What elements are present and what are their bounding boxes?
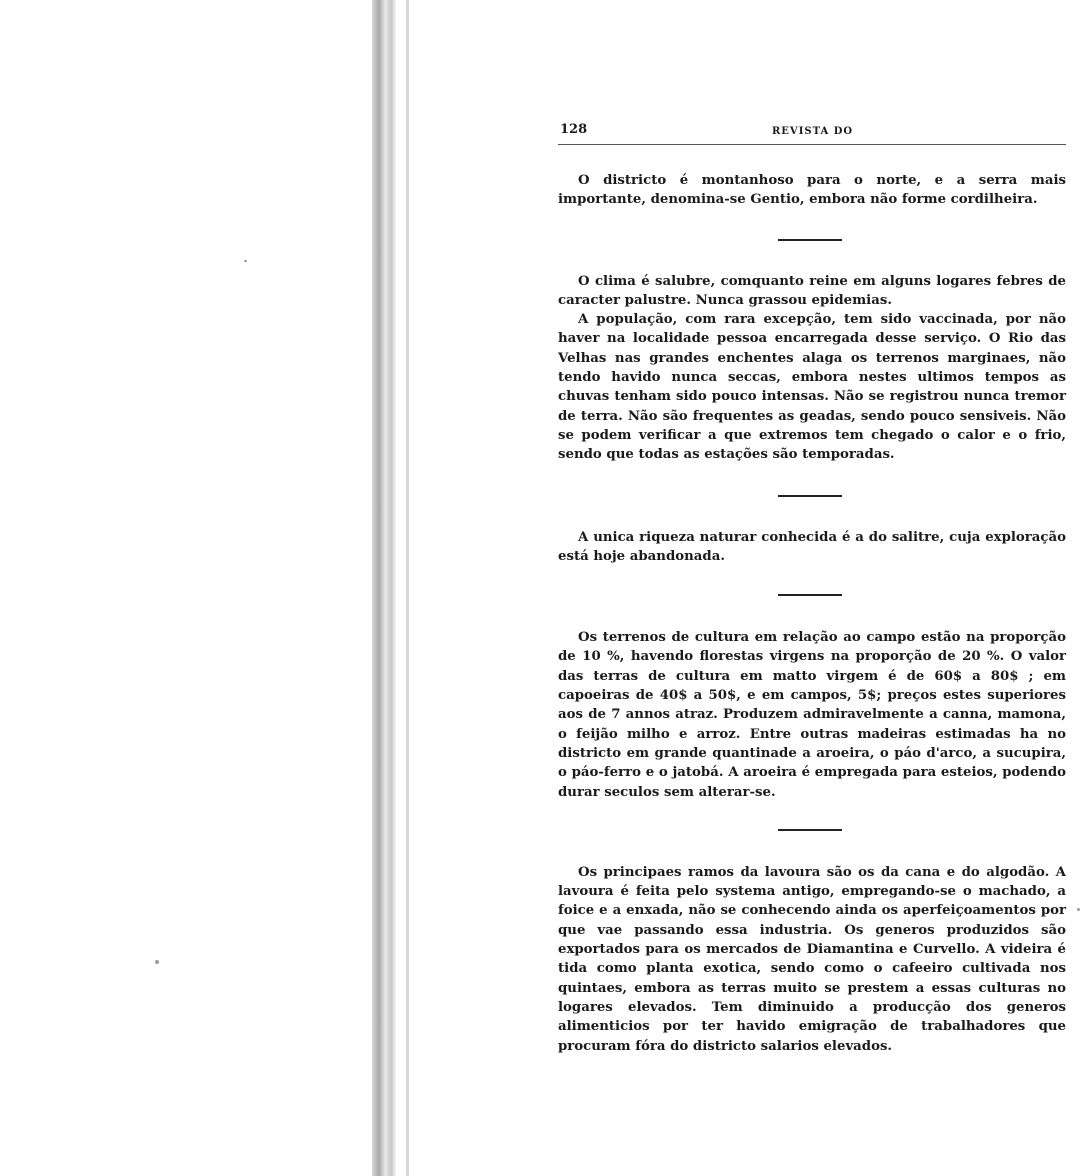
section-divider: [778, 594, 842, 596]
section-divider: [778, 239, 842, 241]
section-divider: [778, 829, 842, 831]
book-gutter: [372, 0, 396, 1176]
paragraph: A unica riqueza naturar conhecida é a do salitre, cuja exploração está hoje abandonada.: [558, 529, 1066, 564]
book-page: [558, 118, 1066, 1056]
section-relief: [558, 171, 1066, 210]
scan-speck: [1077, 908, 1080, 911]
section-agriculture: [558, 863, 1066, 1056]
section-divider: [778, 495, 842, 497]
scan-speck: [244, 260, 247, 262]
section-land: [558, 628, 1066, 802]
paragraph: A população, com rara excepção, tem sido vaccinada, por não haver na localidade pessoa encarregada desse serviço. O Rio das Velhas nas grandes enchentes alaga os terrenos marginaes, não tendo havido nunca seccas, embora nestes ultimos tempos as chuvas tenham sido pouco intensas. Não se registrou nunca tremor de terra. Não são frequentes as geadas, sendo pouco sensiveis. Não se podem verificar a que extremos tem chegado o calor e o frio, sendo que todas as estações são temporadas.: [558, 312, 1066, 463]
section-natural-wealth: [558, 528, 1066, 567]
page-header: [558, 118, 1066, 145]
running-head: REVISTA DO: [772, 126, 854, 137]
paragraph: O districto é montanhoso para o norte, e a serra mais importante, denomina-se Gentio, embora não forme cordilheira.: [558, 173, 1066, 208]
page-number: 128: [560, 122, 588, 137]
page-edge: [406, 0, 409, 1176]
section-climate: [558, 272, 1066, 465]
paragraph: Os principaes ramos da lavoura são os da cana e do algodão. A lavoura é feita pelo systema antigo, empregando-se o machado, a foice e a enxada, não se conhecendo ainda os aperfeiçoamentos por que vae passando essa industria. Os generos produzidos são exportados para os mercados de Diamantina e Curvello. A videira é tida como planta exotica, sendo como o cafeeiro cultivada nos quintaes, embora as terras muito se prestem a essas culturas no logares elevados. Tem diminuido a producção dos generos alimenticios por ter havido emigração de trabalhadores que procuram fóra do districto salarios elevados.: [558, 864, 1066, 1054]
paragraph: O clima é salubre, comquanto reine em alguns logares febres de caracter palustre. Nunca grassou epidemias.: [558, 273, 1066, 308]
paragraph: Os terrenos de cultura em relação ao campo estão na proporção de 10 %, havendo florestas virgens na proporção de 20 %. O valor das terras de cultura em matto virgem é de 60$ a 80$ ; em capoeiras de 40$ a 50$, e em campos, 5$; preços estes superiores aos de 7 annos atraz. Produzem admiravelmente a canna, mamona, o feijão milho e arroz. Entre outras madeiras estimadas ha no districto em grande quantinade a aroeira, o páo d'arco, a sucupira, o páo-ferro e o jatobá. A aroeira é empregada para esteios, podendo durar seculos sem alterar-se.: [558, 630, 1066, 800]
scan-speck: [155, 960, 159, 964]
